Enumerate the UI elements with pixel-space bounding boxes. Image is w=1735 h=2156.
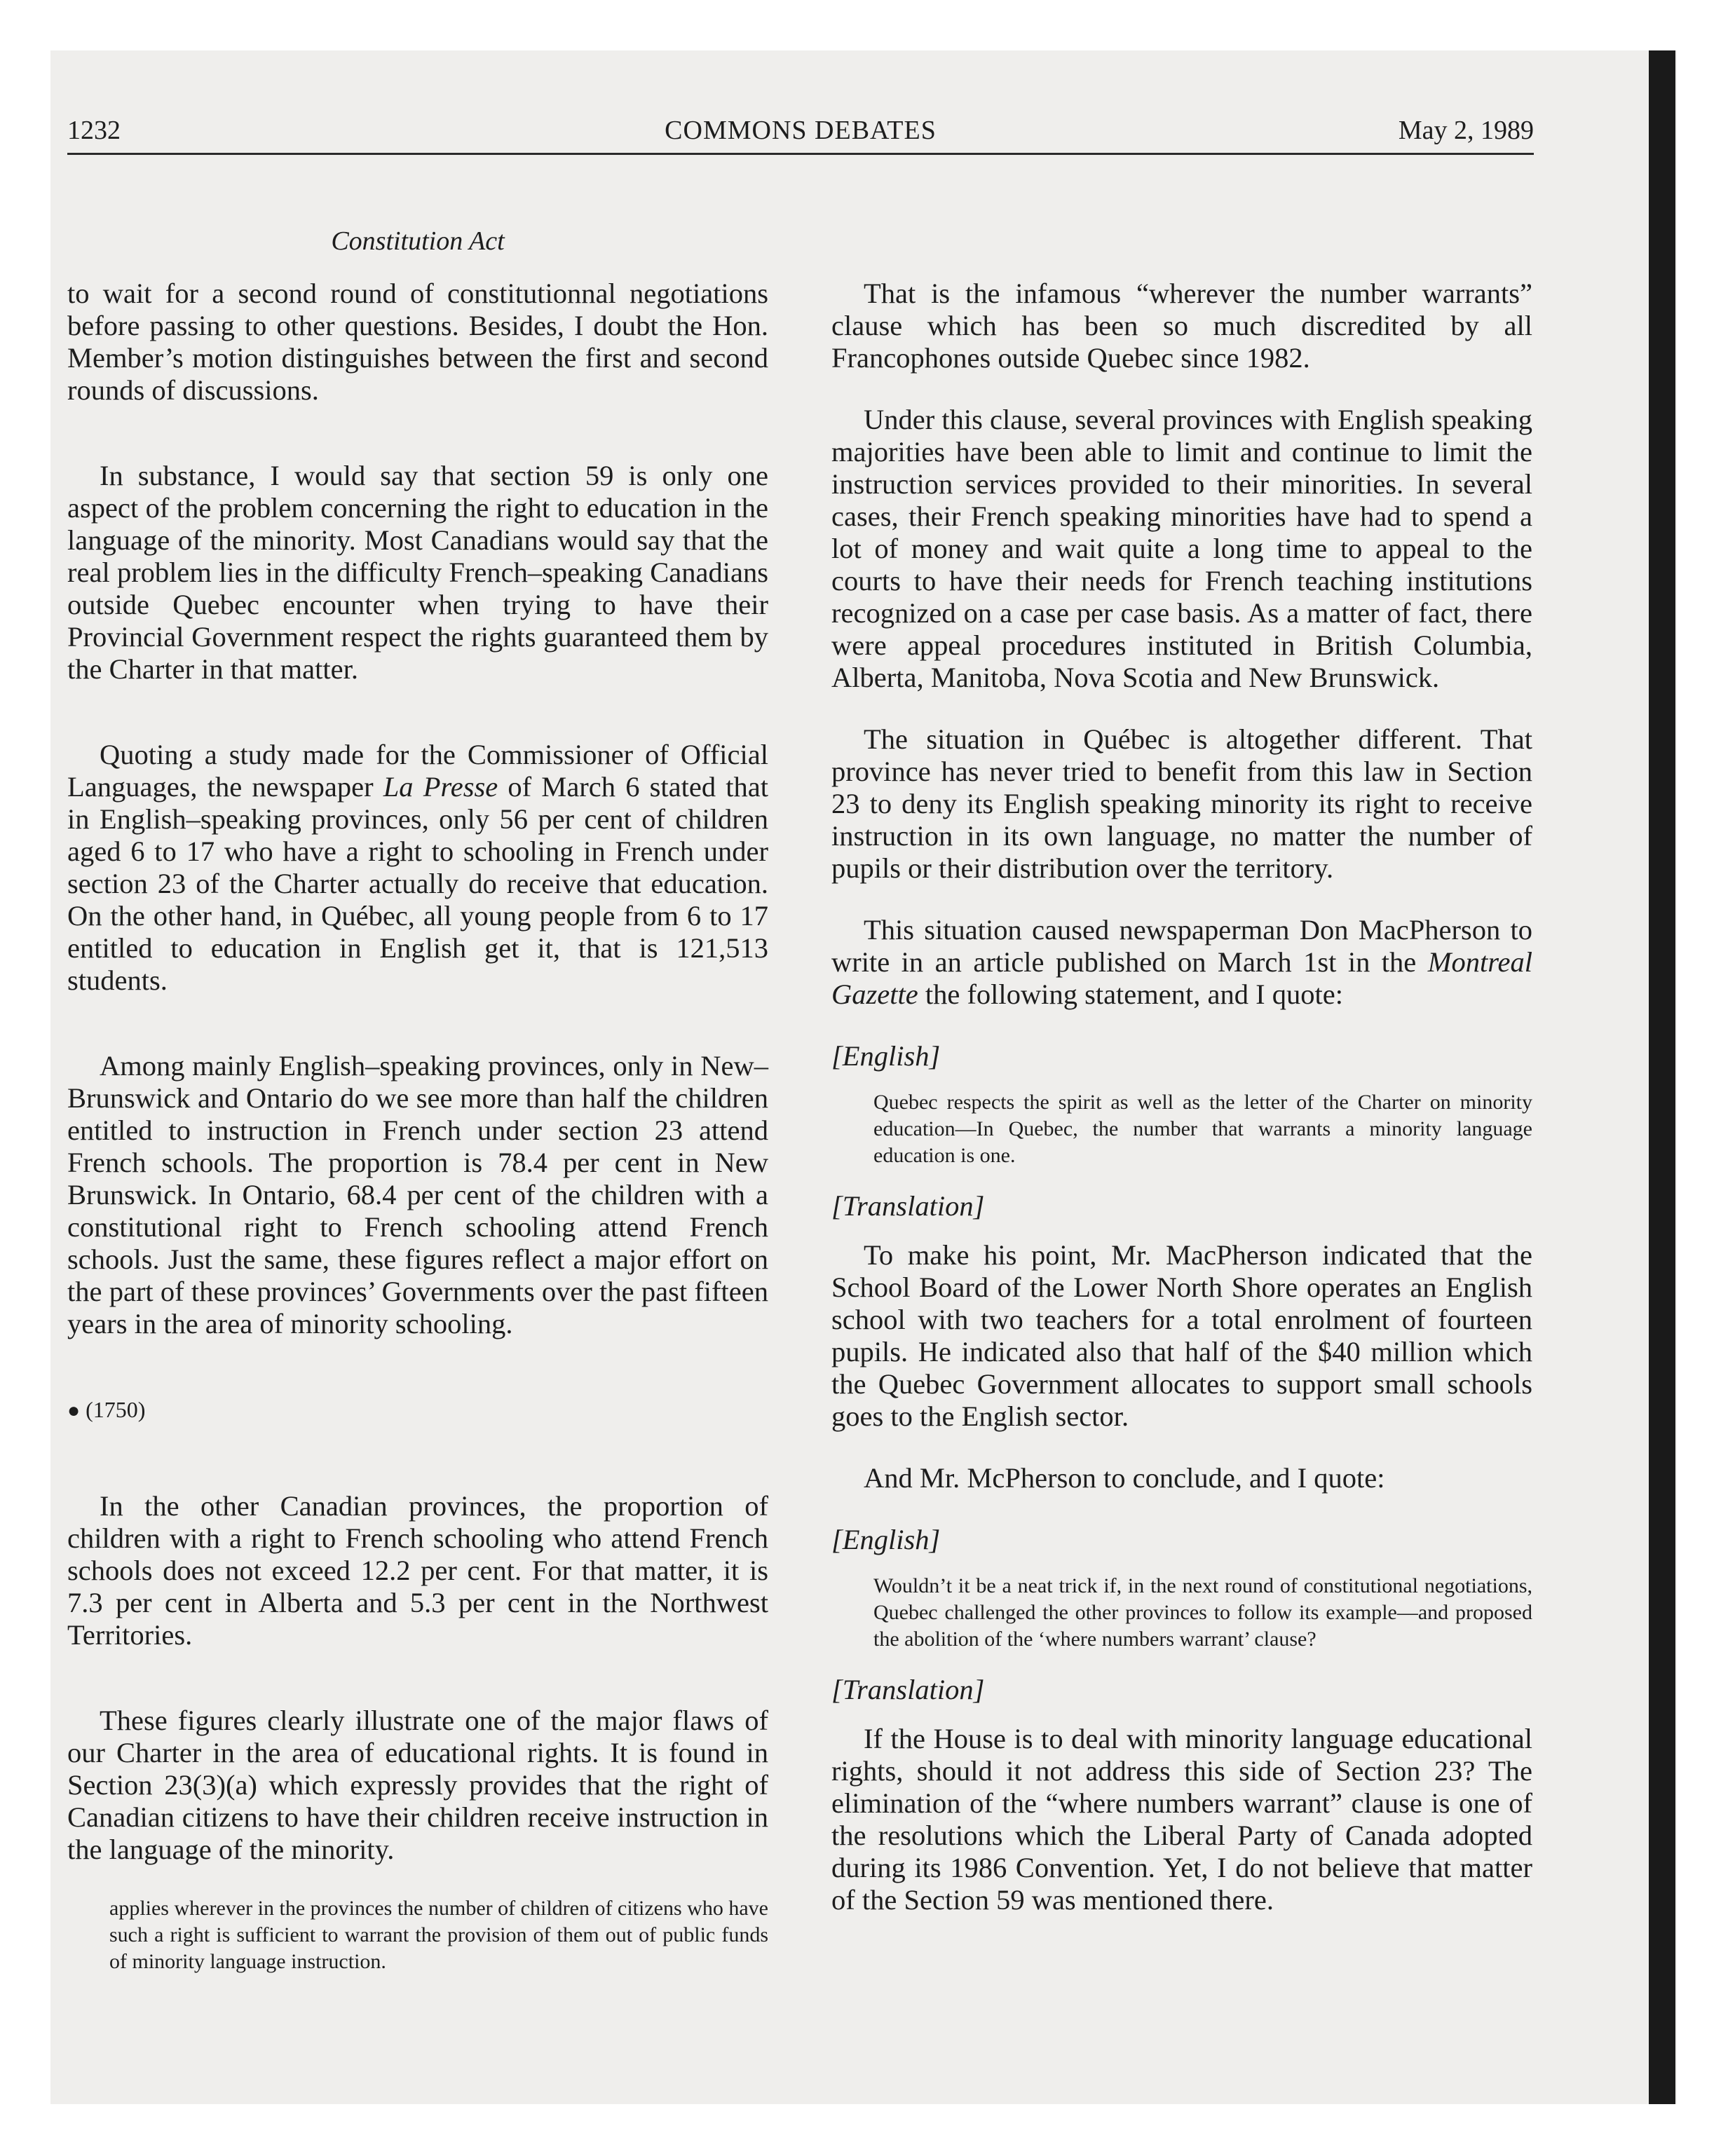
publication-title: COMMONS DEBATES xyxy=(665,116,937,145)
left-column xyxy=(67,278,768,1996)
bullet-icon: ● xyxy=(67,1399,81,1422)
paragraph: To make his point, Mr. MacPherson indicated that the School Board of the Lower North Shore operates an English school with two teachers for a total enrolment of fourteen pupils. He indicated also that half of the $40 million which the Quebec Government allocates to support small schools goes to the English sector. xyxy=(831,1239,1532,1432)
paragraph: If the House is to deal with minority language educational rights, should it not address this side of Section 23? The elimination of the “where numbers warrant” clause is one of the resolutions which the Liberal Party of Canada adopted during its 1986 Convention. Yet, I do not believe that matter of the Section 59 was mentioned there. xyxy=(831,1723,1532,1916)
paragraph: These figures clearly illustrate one of the major flaws of our Charter in the area of educational rights. It is found in Section 23(3)(a) which expressly provides that the right of Canadian citizens to have their children receive instruction in the language of the minority. xyxy=(67,1705,768,1865)
paragraph xyxy=(831,914,1532,1011)
paragraph: And Mr. McPherson to conclude, and I quote: xyxy=(864,1462,1385,1494)
block-quote: applies wherever in the provinces the number of children of citizens who have such a right is sufficient to warrant the provision of them out of public funds of minority language instruction. xyxy=(109,1897,768,1973)
paragraph xyxy=(67,739,768,997)
scan-edge xyxy=(1649,50,1675,2104)
paragraph-text: of March 6 stated that in English–speaking provinces, only 56 per cent of children aged 6 to 17 who have a right to schooling in French under section 23 of the Charter actually do receive that education. On the other hand, in Québec, all young people from 6 to 17 entitled to education in English get it, that is 121,513 students. xyxy=(67,771,769,996)
paragraph: In the other Canadian provinces, the proportion of children with a right to French schooling who attend French schools does not exceed 12.2 per cent. For that matter, it is 7.3 per cent in Alberta and 5.3 per cent in the Northwest Territories. xyxy=(67,1490,768,1651)
paragraph: Under this clause, several provinces with English speaking majorities have been able to limit and continue to limit the instruction services provided to their minorities. In several cases, their French speaking minorities have had to spend a lot of money and wait quite a long time to appeal to the courts to have their needs for French teaching institutions recognized on a case per case basis. As a matter of fact, there were appeal procedures instituted in British Columbia, Alberta, Manitoba, Nova Scotia and New Brunswick. xyxy=(831,404,1532,693)
right-column xyxy=(831,278,1532,1946)
newspaper-title: La Presse xyxy=(383,771,498,803)
newspaper-title: Montreal Gazette xyxy=(831,946,1532,1010)
page-header xyxy=(67,111,1534,155)
paragraph-text: This situation caused newspaperman Don MacPherson to write in an article published on March 1st in the xyxy=(831,914,1532,978)
language-tag: [Translation] xyxy=(831,1674,985,1705)
paragraph: In substance, I would say that section 59 is only one aspect of the problem concerning the right to education in the language of the minority. Most Canadians would say that the real problem lies in the difficulty French–speaking Canadians outside Quebec encounter when trying to have their Provincial Government respect the rights guaranteed them by the Charter in that matter. xyxy=(67,460,768,685)
paragraph: Among mainly English–speaking provinces, only in New–Brunswick and Ontario do we see more than half the children entitled to instruction in French under section 23 attend French schools. The proportion is 78.4 per cent in New Brunswick. In Ontario, 68.4 per cent of the children with a constitutional right to French schooling attend French schools. Just the same, these figures reflect a major effort on the part of these provinces’ Governments over the past fifteen years in the area of minority schooling. xyxy=(67,1050,768,1339)
language-tag: [Translation] xyxy=(831,1190,985,1222)
paragraph-text: the following statement, and I quote: xyxy=(925,978,1343,1010)
paragraph-text: Quoting a study made for the Commissioner of Official Languages, the newspaper xyxy=(67,739,768,803)
paragraph: to wait for a second round of constitutionnal negotiations before passing to other questions. Besides, I doubt the Hon. Member’s motion distinguishes between the first and second rounds of discussions. xyxy=(67,278,768,406)
running-head: Constitution Act xyxy=(331,226,505,256)
paragraph: The situation in Québec is altogether different. That province has never tried to benefit from this law in Section 23 to deny its English speaking minority its right to receive instruction in its own language, no matter the number of pupils or their distribution over the territory. xyxy=(831,723,1532,884)
language-tag: [English] xyxy=(831,1524,941,1555)
paragraph: That is the infamous “wherever the number warrants” clause which has been so much discredited by all Francophones outside Quebec since 1982. xyxy=(831,278,1532,374)
page-number: 1232 xyxy=(67,116,121,145)
block-quote: Quebec respects the spirit as well as the letter of the Charter on minority education—In Quebec, the number that warrants a minority language education is one. xyxy=(873,1091,1532,1167)
language-tag: [English] xyxy=(831,1040,941,1072)
page-date: May 2, 1989 xyxy=(1398,116,1534,145)
time-marker-text: (1750) xyxy=(86,1397,146,1422)
time-marker xyxy=(67,1393,768,1427)
block-quote: Wouldn’t it be a neat trick if, in the next round of constitutional negotiations, Quebec challenged the other provinces to follow its example—and proposed the abolition of the ‘where numbers warrant’ clause? xyxy=(873,1574,1532,1651)
